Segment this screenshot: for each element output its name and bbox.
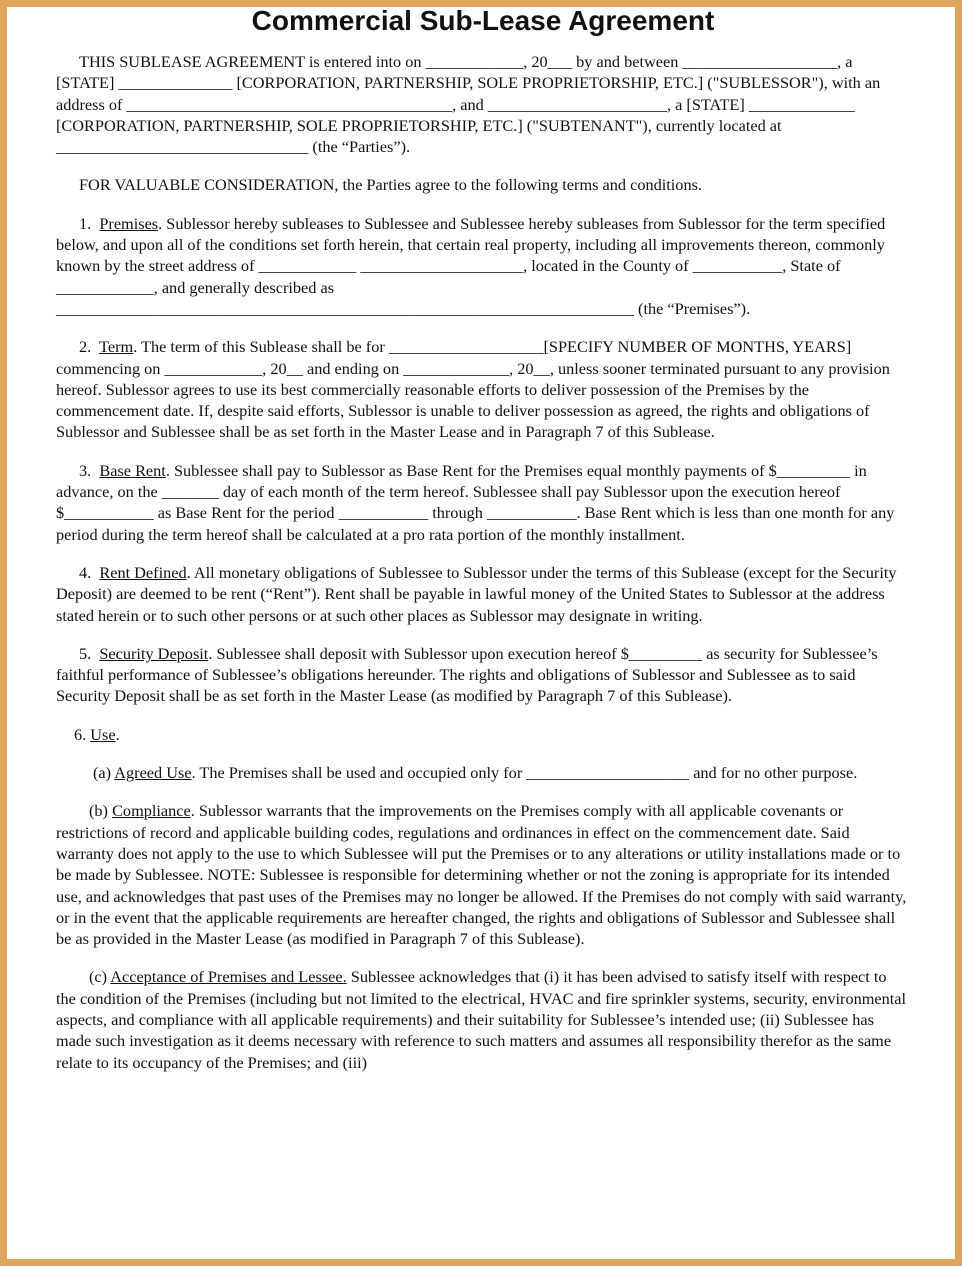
intro-paragraph: THIS SUBLEASE AGREEMENT is entered into on ____________, 20___ by and between ___________________, a [STATE] ______________ [CORPORATION, PARTNERSHIP, SOLE PROPRIETORSHIP, ETC.] ("SUBLESSOR"), with an address of ________________________________________, and ______________________, a [STATE] _____________ [CORPORATION, PARTNERSHIP, SOLE PROPRIETORSHIP, ETC.] ("SUBTENANT"), currently located at _______________________________ (the “Parties”). [56, 52, 881, 157]
subsection-number: (c) [89, 967, 108, 987]
section-rent-defined [56, 562, 908, 626]
section-number: 4. [79, 562, 92, 582]
section-heading: Base Rent [99, 460, 166, 480]
section-heading: Premises [99, 213, 159, 233]
subsection-number: (a) [93, 763, 112, 783]
document-page [56, 4, 908, 1090]
section-text: . Sublessor hereby subleases to Sublessee and Sublessee hereby subleases from Sublessor for the term specified below, and upon all of the conditions set forth herein, that certain real property, including all improvements thereon, commonly known by the street address of ____________ ____________________, located in the County of ___________, State of ____________, and generally described as _______________________________________________________________________ (the “Premises”). [56, 213, 886, 318]
section-term [56, 336, 908, 442]
subsection-text: . The Premises shall be used and occupied only for ____________________ and for no other purpose. [191, 763, 858, 783]
subsection-heading: Compliance [112, 801, 191, 821]
section-heading: Term [99, 337, 134, 357]
section-number: 2. [79, 337, 92, 357]
section-text: . All monetary obligations of Sublessee to Sublessor under the terms of this Sublease (except for the Security Deposit) are deemed to be rent (“Rent”). Rent shall be payable in lawful money of the United States to Sublessor at the address stated herein or to such other persons or at such other places as Sublessor may designate in writing. [56, 562, 897, 625]
subsection-text: . Sublessor warrants that the improvements on the Premises comply with all applicable covenants or restrictions of record and applicable building codes, regulations and ordinances in effect on the commencement date. Said warranty does not apply to the use to which Sublessee will put the Premises or to any alterations or utility installations made or to be made by Sublessee. NOTE: Sublessee is responsible for determining whether or not the zoning is appropriate for its intended use, and acknowledges that past uses of the Premises may no longer be allowed. If the Premises do not comply with said warranty, or in the event that the applicable requirements are hereafter changed, the rights and obligations of Sublessor and Sublessee shall be as provided in the Master Lease (as modified in Paragraph 7 of this Sublease). [56, 801, 907, 949]
subsection-compliance [56, 800, 908, 949]
section-text: . The term of this Sublease shall be for ___________________[SPECIFY NUMBER OF MONTHS, YEARS] commencing on ____________, 20__ and ending on _____________, 20__, unless sooner terminated pursuant to any provision hereof. Sublessor agrees to use its best commercially reasonable efforts to deliver possession of the Premises by the commencement date. If, despite said efforts, Sublessor is unable to deliver possession as agreed, the rights and obligations of Sublessor and Sublessee shall be as set forth in the Master Lease and in Paragraph 7 of this Sublease. [56, 337, 890, 442]
subsection-agreed-use [56, 762, 908, 783]
subsection-heading: Acceptance of Premises and Lessee. [110, 967, 347, 987]
section-heading: Rent Defined [99, 562, 187, 582]
consideration-paragraph: FOR VALUABLE CONSIDERATION, the Parties agree to the following terms and conditions. [79, 175, 702, 195]
section-security-deposit [56, 643, 908, 707]
section-text: . [115, 724, 120, 744]
subsection-number: (b) [89, 801, 108, 821]
section-text: . Sublessee shall pay to Sublessor as Base Rent for the Premises equal monthly payments of $_________ in advance, on the _______ day of each month of the term hereof. Sublessee shall pay Sublessor upon the execution hereof $___________ as Base Rent for the period ___________ through ___________. Base Rent which is less than one month for any period during the term hereof shall be calculated at a pro rata portion of the monthly installment. [56, 460, 895, 544]
section-text: . Sublessee shall deposit with Sublessor upon execution hereof $_________ as security for Sublessee’s faithful performance of Sublessee’s obligations hereunder. The rights and obligations of Sublessor and Sublessee as to said Security Deposit shall be as set forth in the Master Lease (as modified by Paragraph 7 of this Sublease). [56, 643, 878, 706]
section-base-rent [56, 460, 908, 545]
section-premises [56, 213, 908, 319]
subsection-acceptance [56, 966, 908, 1072]
subsection-text: Sublessee acknowledges that (i) it has been advised to satisfy itself with respect to the condition of the Premises (including but not limited to the electrical, HVAC and fire sprinkler systems, security, environmental aspects, and compliance with all applicable requirements) and their suitability for Sublessee’s intended use; (ii) Sublessee has made such investigation as it deems necessary with reference to such matters and assumes all responsibility therefor as the same relate to its occupancy of the Premises; and (iii) [56, 967, 907, 1072]
document-title: Commercial Sub-Lease Agreement [251, 5, 715, 36]
section-number: 5. [79, 643, 92, 663]
section-heading: Use [90, 724, 116, 744]
subsection-heading: Agreed Use [114, 763, 192, 783]
section-number: 1. [79, 213, 92, 233]
section-number: 3. [79, 460, 92, 480]
section-number: 6. [74, 724, 87, 744]
section-heading: Security Deposit [99, 643, 209, 663]
section-use [56, 724, 908, 745]
